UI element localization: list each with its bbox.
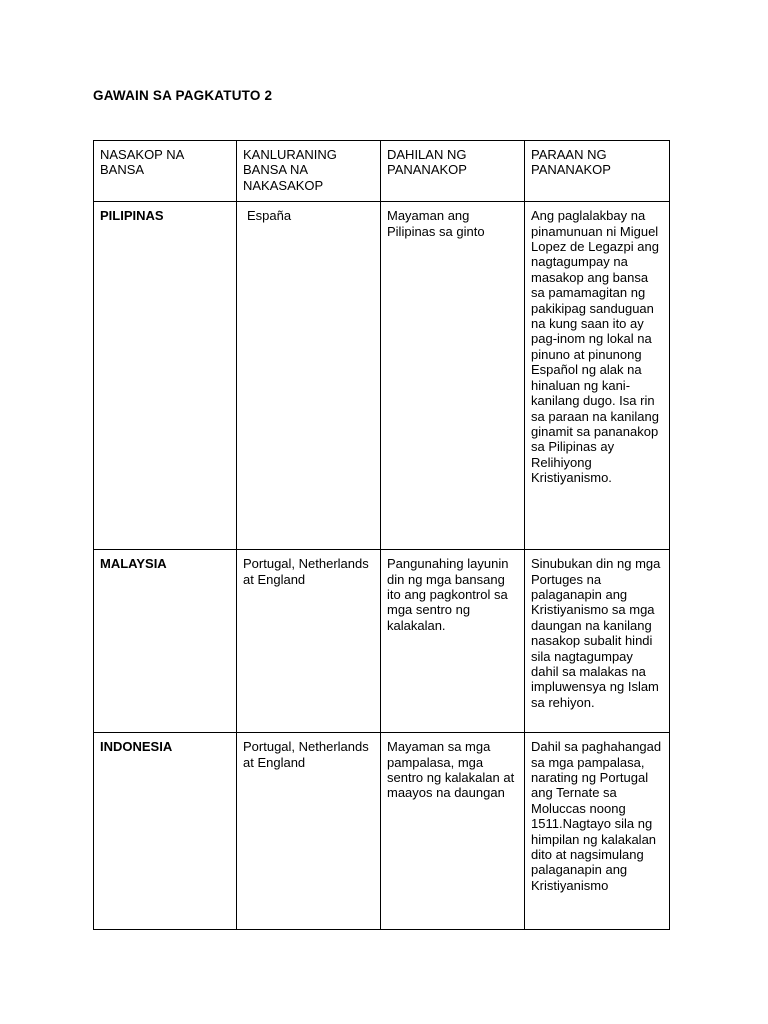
- colonizer-cell: Portugal, Netherlands at England: [237, 733, 381, 930]
- colonizer-text: España: [247, 208, 292, 224]
- colonizer-cell: [237, 202, 381, 550]
- reason-cell: Pangunahing layunin din ng mga bansang ito ang pagkontrol sa mga sentro ng kalakalan.: [381, 550, 525, 733]
- header-paraan-ng-pananakop: PARAAN NG PANANAKOP: [525, 141, 670, 202]
- table-header-row: [94, 141, 670, 202]
- colonization-table: [93, 140, 670, 930]
- header-dahilan-ng-pananakop: DAHILAN NG PANANAKOP: [381, 141, 525, 202]
- country-cell: INDONESIA: [94, 733, 237, 930]
- table-row: [94, 550, 670, 733]
- country-cell: PILIPINAS: [94, 202, 237, 550]
- colonizer-cell: Portugal, Netherlands at England: [237, 550, 381, 733]
- document-title: GAWAIN SA PAGKATUTO 2: [93, 88, 273, 103]
- reason-cell: Mayaman sa mga pampalasa, mga sentro ng kalakalan at maayos na daungan: [381, 733, 525, 930]
- header-kanluraning-bansa: KANLURANING BANSA NA NAKASAKOP: [237, 141, 381, 202]
- header-nasakop-na-bansa: NASAKOP NA BANSA: [94, 141, 237, 202]
- table-row: [94, 733, 670, 930]
- table-row: [94, 202, 670, 550]
- method-cell: Sinubukan din ng mga Portuges na palaganapin ang Kristiyanismo sa mga daungan na kanilang nasakop subalit hindi sila nagtagumpay dahil sa malakas na impluwensya ng Islam sa rehiyon.: [525, 550, 670, 733]
- country-cell: MALAYSIA: [94, 550, 237, 733]
- method-cell: Dahil sa paghahangad sa mga pampalasa, narating ng Portugal ang Ternate sa Moluccas noong 1511.Nagtayo sila ng himpilan ng kalakalan dito at nagsimulang palaganapin ang Kristiyanismo: [525, 733, 670, 930]
- method-cell: Ang paglalakbay na pinamunuan ni Miguel Lopez de Legazpi ang nagtagumpay na masakop ang bansa sa pamamagitan ng pakikipag sanduguan na kung saan ito ay pag-inom ng lokal na pinuno at pinunong Español ng alak na hinaluan ng kani-kanilang dugo. Isa rin sa paraan na kanilang ginamit sa pananakop sa Pilipinas ay Relihiyong Kristiyanismo.: [525, 202, 670, 550]
- reason-cell: Mayaman ang Pilipinas sa ginto: [381, 202, 525, 550]
